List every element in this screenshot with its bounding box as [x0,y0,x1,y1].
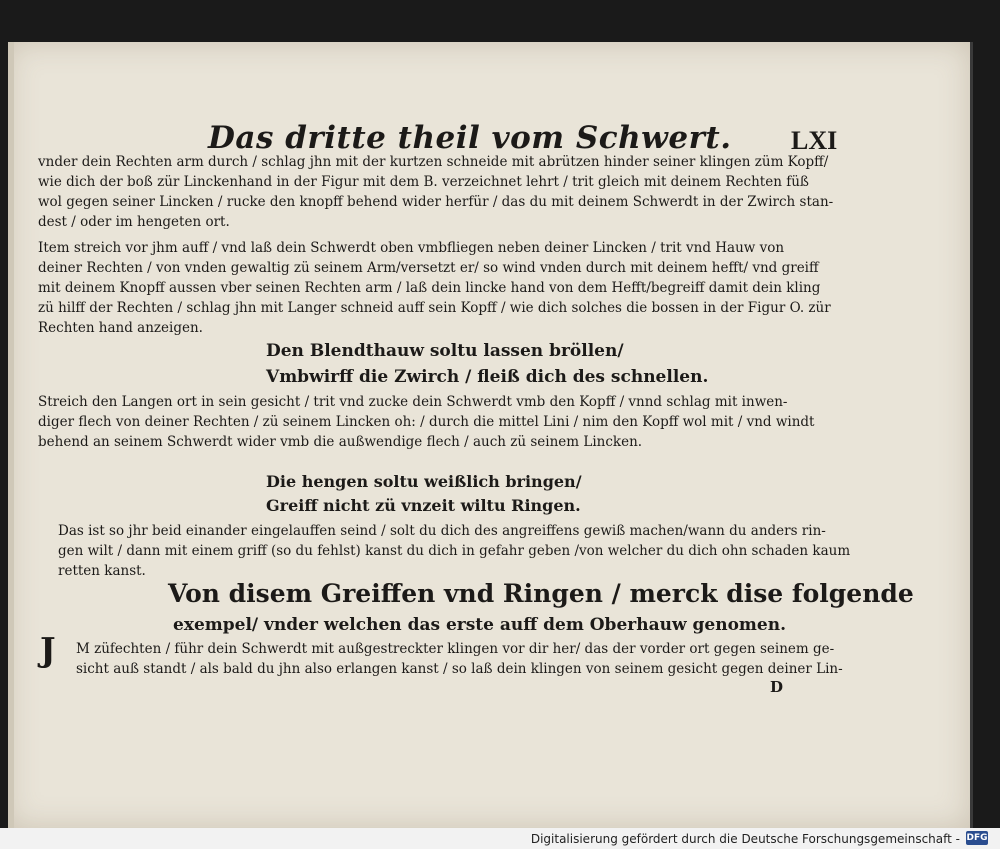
text-line: vnder dein Rechten arm durch / schlag jhn mit der kurtzen schneide mit abrützen hinder seiner klingen züm Kopff/ [38,154,829,170]
text-line: gen wilt / dann mit einem griff (so du fehlst) kanst du dich in gefahr geben /von welcher du dich ohn schaden kaum [58,543,851,559]
book-page [8,42,973,828]
verse-line: Vmbwirff die Zwirch / fleiß dich des schnellen. [266,367,709,387]
text-line: Rechten hand anzeigen. [38,320,203,336]
running-head: Das dritte theil vom Schwert. [208,120,732,156]
folio-number: LXI [791,126,838,155]
text-line: wol gegen seiner Lincken / rucke den knopff behend wider herfür / das du mit deinem Schwerdt in der Zwirch stan- [38,194,834,210]
paragraph-1 [38,152,833,232]
verse-line: Die hengen soltu weißlich bringen/ [266,472,582,491]
text-line: Item streich vor jhm auff / vnd laß dein Schwerdt oben vmbfliegen neben deiner Lincken / trit vnd Hauw von [38,240,785,256]
text-line: Das ist so jhr beid einander eingelauffen seind / solt du dich des angreiffens gewiß machen/wann du anders rin- [58,523,826,539]
text-line: Streich den Langen ort in sein gesicht / trit vnd zucke dein Schwerdt vmb den Kopff / vnnd schlag mit inwen- [38,394,788,410]
digitization-footer [0,828,1000,849]
text-line: sicht auß standt / als bald du jhn also erlangen kanst / so laß dein klingen von seinem gesicht gegen deiner Lin- [76,661,843,677]
text-line: M züfechten / führ dein Schwerdt mit außgestreckter klingen vor dir her/ das der vorder ort gegen seinem ge- [76,641,835,657]
footer-credit-text: Digitalisierung gefördert durch die Deutsche Forschungsgemeinschaft - [530,832,960,846]
section-heading: Von disem Greiffen vnd Ringen / merck dise folgende [168,579,914,608]
text-line: mit deinem Knopff aussen vber seinen Rechten arm / laß dein lincke hand von dem Hefft/begreiff damit dein kling [38,280,821,296]
catchword: D [770,678,784,696]
verse-couplet-1 [266,338,708,390]
text-line: wie dich der boß zür Linckenhand in der Figur mit dem B. verzeichnet lehrt / trit gleich mit deinem Rechten füß [38,174,809,190]
verse-line: Greiff nicht zü vnzeit wiltu Ringen. [266,496,581,515]
text-line: behend an seinem Schwerdt wider vmb die außwendige flech / auch zü seinem Lincken. [38,434,643,450]
paragraph-3 [38,392,814,452]
page-gutter [8,42,14,828]
paragraph-2 [38,238,831,338]
text-line: retten kanst. [58,563,146,579]
verse-line: Den Blendthauw soltu lassen bröllen/ [266,341,624,361]
text-line: diger flech von deiner Rechten / zü seinem Lincken oh: / durch die mittel Lini / nim den Kopff wol mit / vnd windt [38,414,815,430]
section-subheading: exempel/ vnder welchen das erste auff dem Oberhauw genomen. [173,615,786,635]
paragraph-5 [76,639,843,679]
verse-couplet-2 [266,470,582,518]
paragraph-4 [58,521,850,581]
initial-capital: J [40,630,56,669]
text-line: dest / oder im hengeten ort. [38,214,230,230]
dfg-logo-icon[interactable]: DFG [966,833,988,843]
text-line: deiner Rechten / von vnden gewaltig zü seinem Arm/versetzt er/ so wind vnden durch mit deinem hefft/ vnd greiff [38,260,819,276]
text-line: zü hilff der Rechten / schlag jhn mit Langer schneid auff sein Kopff / wie dich solches die bossen in der Figur O. zür [38,300,831,316]
